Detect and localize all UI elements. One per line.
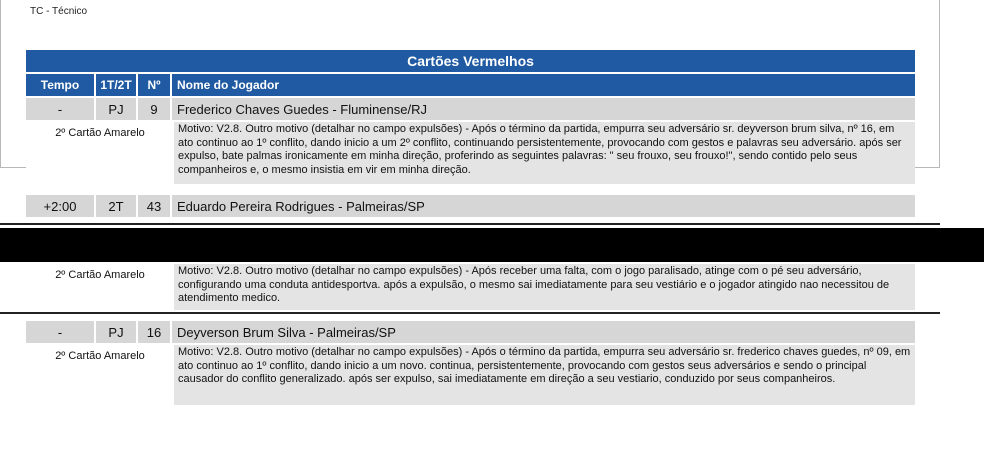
motive-row bbox=[26, 122, 915, 184]
table-title: Cartões Vermelhos bbox=[26, 50, 915, 72]
player-tempo: - bbox=[26, 321, 94, 343]
player-row bbox=[26, 321, 915, 343]
motive-row bbox=[26, 264, 915, 310]
card-type: 2º Cartão Amarelo bbox=[26, 122, 174, 184]
motive-text: Motivo: V2.8. Outro motivo (detalhar no campo expulsões) - Após o término da partida, empurra seu adversário sr. frederico chaves guedes, nº 09, em ato continuo ao 1º conflito, dando inicio a um novo. continua, persistentemente, provocando com gestos seus adversários e sendo o principal causador do conflito generalizado. após ser expulso, sai imediatamente em direção a seu vestiario, conduzido por seus companheiros. bbox=[174, 345, 915, 405]
card-type: 2º Cartão Amarelo bbox=[26, 345, 174, 405]
divider-line bbox=[0, 312, 940, 314]
table-header bbox=[26, 74, 915, 96]
card-type: 2º Cartão Amarelo bbox=[26, 264, 174, 310]
player-number: 43 bbox=[138, 195, 170, 217]
player-name: Eduardo Pereira Rodrigues - Palmeiras/SP bbox=[172, 195, 915, 217]
player-tempo: - bbox=[26, 98, 94, 120]
tc-label: TC - Técnico bbox=[30, 6, 88, 17]
column-header-tempo: Tempo bbox=[26, 74, 94, 96]
redaction-bar bbox=[0, 228, 984, 262]
column-header-half: 1T/2T bbox=[96, 74, 136, 96]
player-row bbox=[26, 195, 915, 217]
column-header-player-name: Nome do Jogador bbox=[172, 74, 915, 96]
motive-text: Motivo: V2.8. Outro motivo (detalhar no campo expulsões) - Após o término da partida, empurra seu adversário sr. deyverson brum silva, nº 16, em ato continuo ao 1º conflito, dando inicio a um 2º conflito, continuando persistentemente, provocando com gestos e palavras seu adversário. após ser expulso, bate palmas ironicamente em minha direção, proferindo as seguintes palavras: " seu frouxo, seu frouxo!", sendo contido pelo seus companheiros e, o mesmo insistia em vir em minha direção. bbox=[174, 122, 915, 184]
player-number: 9 bbox=[138, 98, 170, 120]
player-half: PJ bbox=[96, 321, 136, 343]
player-half: 2T bbox=[96, 195, 136, 217]
player-row bbox=[26, 98, 915, 120]
column-header-number: Nº bbox=[138, 74, 170, 96]
divider-line bbox=[0, 223, 940, 225]
motive-row bbox=[26, 345, 915, 405]
player-half: PJ bbox=[96, 98, 136, 120]
player-number: 16 bbox=[138, 321, 170, 343]
motive-text: Motivo: V2.8. Outro motivo (detalhar no campo expulsões) - Após receber uma falta, com o jogo paralisado, atinge com o pé seu adversário, configurando uma conduta antidesportva. após a expulsão, o mesmo sai imediatamente para seu vestiário e o jogador atingido nao necessitou de atendimento medico. bbox=[174, 264, 915, 310]
player-name: Frederico Chaves Guedes - Fluminense/RJ bbox=[172, 98, 915, 120]
player-name: Deyverson Brum Silva - Palmeiras/SP bbox=[172, 321, 915, 343]
player-tempo: +2:00 bbox=[26, 195, 94, 217]
